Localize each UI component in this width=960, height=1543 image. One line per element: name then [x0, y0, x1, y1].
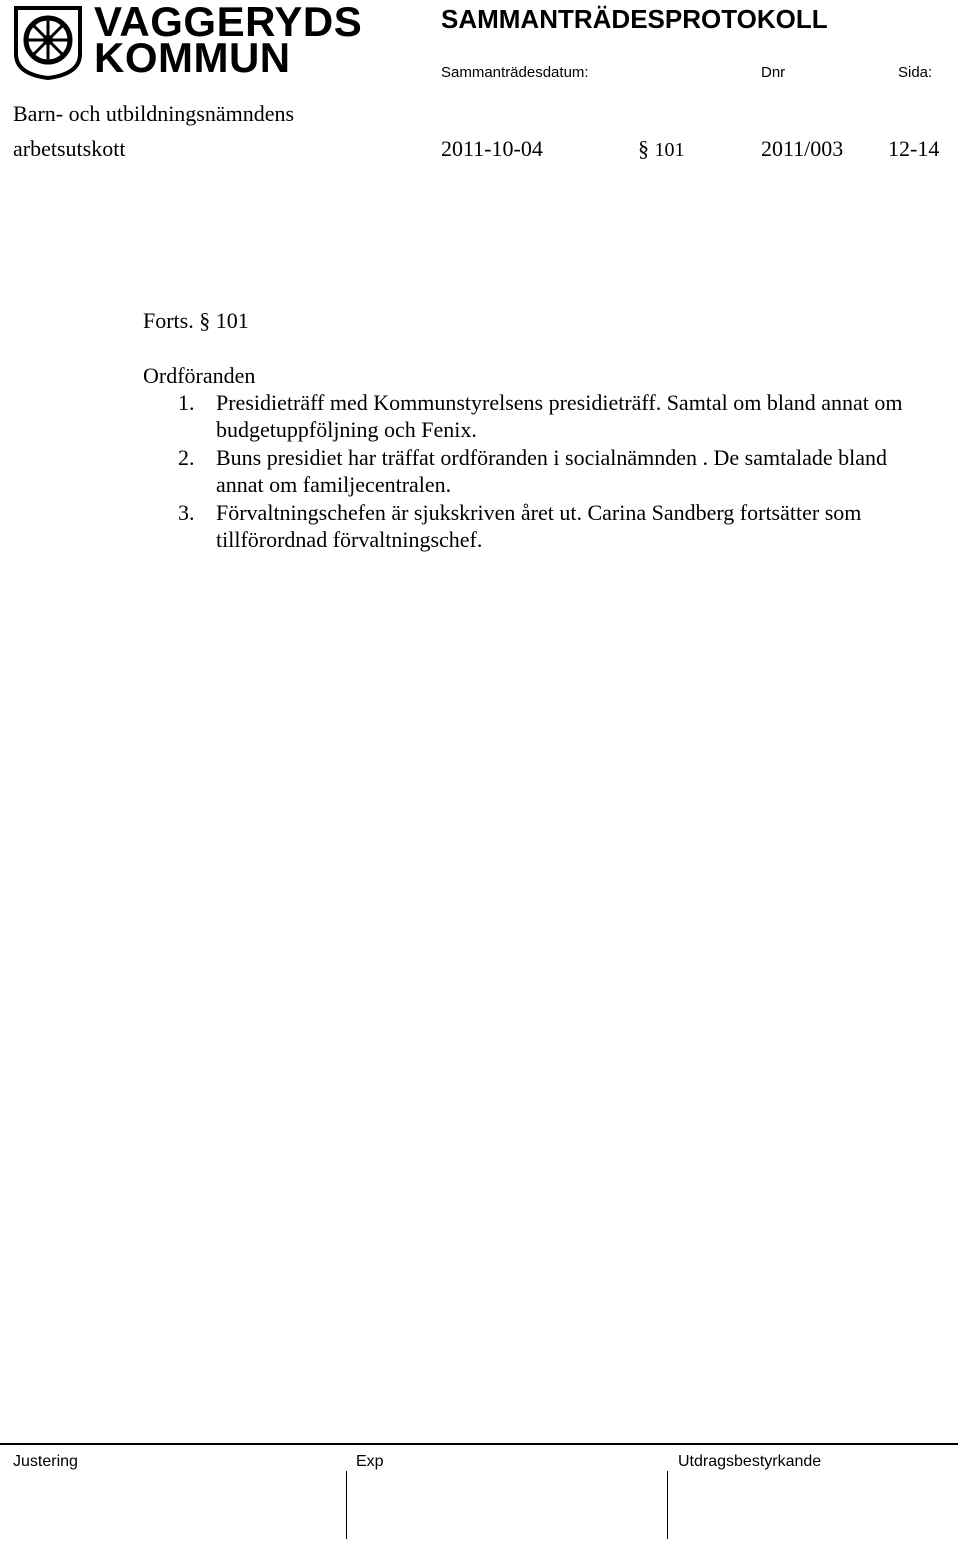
board-name-line2: arbetsutskott	[13, 136, 126, 161]
page-value: 12-14	[888, 136, 940, 161]
list-item-text: Förvaltningschefen är sjukskriven året ut. Carina Sandberg fortsätter som tillförordnad förvaltningschef.	[216, 500, 862, 552]
footer-divider-vertical-2	[667, 1471, 668, 1539]
section-heading: Ordföranden	[143, 363, 256, 388]
page-label: Sida:	[898, 64, 933, 81]
exp-label: Exp	[356, 1453, 384, 1470]
list-item-text: Presidieträff med Kommunstyrelsens presidieträff. Samtal om bland annat om budgetuppföljning och Fenix.	[216, 390, 903, 442]
list-item-text: Buns presidiet har träffat ordföranden i socialnämnden . De samtalade bland annat om familjecentralen.	[216, 445, 887, 497]
board-name-line1: Barn- och utbildningsnämndens	[13, 101, 295, 126]
continued-section	[143, 307, 249, 334]
footer-divider-vertical-1	[346, 1471, 347, 1539]
continued-section-number: 101	[215, 308, 249, 333]
section-number-value: 101	[654, 139, 685, 161]
justering-label: Justering	[13, 1453, 78, 1470]
meeting-date-value: 2011-10-04	[441, 136, 543, 161]
continued-section-symbol: §	[199, 308, 211, 333]
municipality-logo	[12, 4, 84, 80]
meeting-date-label: Sammanträdesdatum:	[441, 64, 589, 81]
dnr-value: 2011/003	[761, 136, 844, 161]
wheel-icon	[26, 18, 70, 62]
dnr-label: Dnr	[761, 64, 786, 81]
section-symbol: §	[638, 136, 649, 161]
document-title: SAMMANTRÄDESPROTOKOLL	[441, 4, 828, 34]
list-item-number: 1.	[178, 390, 195, 415]
footer-divider	[0, 1443, 958, 1445]
utdragsbestyrkande-label: Utdragsbestyrkande	[678, 1453, 822, 1470]
section-number	[638, 136, 685, 162]
continued-prefix: Forts.	[143, 308, 194, 333]
brand-name-line2: KOMMUN	[94, 34, 291, 81]
list-item-number: 2.	[178, 445, 195, 470]
list-item-number: 3.	[178, 500, 195, 525]
brand-name-line1: VAGGERYDS	[94, 0, 363, 45]
